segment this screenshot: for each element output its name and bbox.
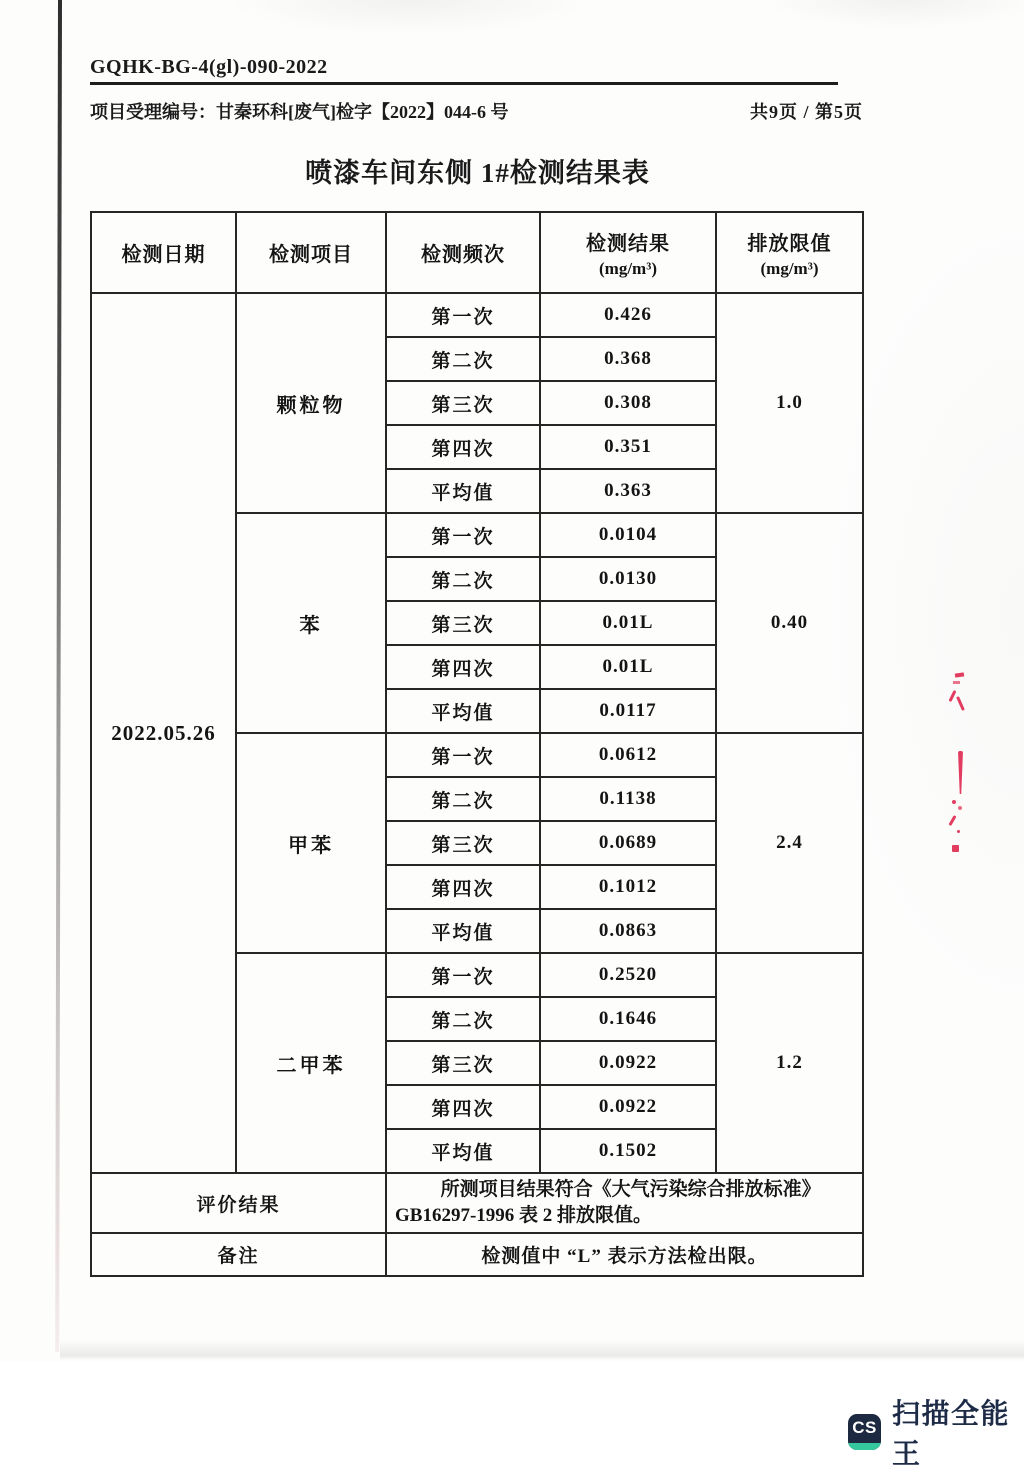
col-header-frequency: 检测频次 [386, 212, 540, 293]
remark-row [91, 1233, 863, 1276]
col-header-result-label: 检测结果 [586, 232, 670, 255]
scanner-watermark [848, 1392, 1024, 1472]
limit-cell: 0.40 [716, 513, 863, 733]
frequency-cell: 第三次 [386, 381, 540, 425]
red-stamp-mark [952, 845, 959, 852]
remark-content: 检测值中 “L” 表示方法检出限。 [386, 1233, 863, 1276]
frequency-cell: 第四次 [386, 865, 540, 909]
red-stamp-mark [948, 815, 956, 826]
meta-row [90, 98, 865, 124]
scan-edge-shadow [55, 0, 62, 1352]
result-cell: 0.01L [540, 601, 716, 645]
header-row [91, 212, 863, 293]
result-cell: 0.0612 [540, 733, 716, 777]
pagination: 共9页 / 第5页 [749, 102, 863, 122]
col-header-item: 检测项目 [236, 212, 386, 293]
item-cell: 颗粒物 [236, 293, 386, 513]
red-stamp-mark [958, 751, 963, 794]
frequency-cell: 第四次 [386, 645, 540, 689]
evaluation-content [386, 1173, 863, 1233]
result-cell: 0.363 [540, 469, 716, 513]
frequency-cell: 第一次 [386, 293, 540, 337]
result-cell: 0.0922 [540, 1085, 716, 1129]
frequency-cell: 第三次 [386, 601, 540, 645]
result-cell: 0.0117 [540, 689, 716, 733]
red-stamp-mark [953, 681, 960, 684]
limit-cell: 1.0 [716, 293, 863, 513]
col-header-result [540, 212, 716, 293]
result-cell: 0.308 [540, 381, 716, 425]
frequency-cell: 第四次 [386, 425, 540, 469]
item-cell: 二甲苯 [236, 953, 386, 1173]
frequency-cell: 第一次 [386, 953, 540, 997]
frequency-cell: 第一次 [386, 513, 540, 557]
document-content [90, 0, 865, 1277]
frequency-cell: 第四次 [386, 1085, 540, 1129]
camscanner-logo-icon [848, 1414, 881, 1450]
evaluation-line1: 所测项目结果符合《大气污染综合排放标准》 [440, 1179, 821, 1200]
frequency-cell: 第二次 [386, 557, 540, 601]
red-stamp-mark [952, 800, 956, 804]
scanner-app-name: 扫描全能王 [892, 1398, 1011, 1469]
col-header-date: 检测日期 [91, 212, 236, 293]
frequency-cell: 平均值 [386, 469, 540, 513]
red-stamp-mark [956, 696, 965, 711]
evaluation-label: 评价结果 [91, 1173, 386, 1233]
frequency-cell: 第二次 [386, 337, 540, 381]
document-code: GQHK-BG-4(gl)-090-2022 [90, 56, 838, 85]
result-cell: 0.1012 [540, 865, 716, 909]
limit-cell: 2.4 [716, 733, 863, 953]
result-cell: 0.368 [540, 337, 716, 381]
red-stamp-mark [955, 672, 964, 677]
frequency-cell: 平均值 [386, 689, 540, 733]
camscanner-cs-monogram: CS [852, 1418, 877, 1437]
result-cell: 0.01L [540, 645, 716, 689]
red-stamp-mark [949, 690, 957, 702]
result-cell: 0.1138 [540, 777, 716, 821]
evaluation-row [91, 1173, 863, 1233]
col-header-result-unit: (mg/m³) [599, 258, 657, 278]
result-cell: 0.0863 [540, 909, 716, 953]
col-header-limit [716, 212, 863, 293]
acceptance-number: 项目受理编号：甘秦环科[废气]检字【2022】044-6 号 [90, 102, 509, 122]
result-cell: 0.351 [540, 425, 716, 469]
date-cell: 2022.05.26 [91, 293, 236, 1173]
frequency-cell: 第二次 [386, 997, 540, 1041]
result-cell: 0.0130 [540, 557, 716, 601]
result-cell: 0.2520 [540, 953, 716, 997]
result-cell: 0.0104 [540, 513, 716, 557]
result-cell: 0.1646 [540, 997, 716, 1041]
limit-cell: 1.2 [716, 953, 863, 1173]
result-cell: 0.1502 [540, 1129, 716, 1173]
item-cell: 甲苯 [236, 733, 386, 953]
result-cell: 0.0689 [540, 821, 716, 865]
evaluation-line2: GB16297-1996 表 2 排放限值。 [395, 1205, 653, 1226]
page-title: 喷漆车间东侧 1#检测结果表 [305, 158, 650, 188]
col-header-limit-unit: (mg/m³) [760, 258, 819, 278]
frequency-cell: 第三次 [386, 1041, 540, 1085]
frequency-cell: 第二次 [386, 777, 540, 821]
result-cell: 0.426 [540, 293, 716, 337]
page-bottom-shadow [60, 1340, 1024, 1360]
table-row [91, 293, 863, 337]
frequency-cell: 第三次 [386, 821, 540, 865]
item-cell: 苯 [236, 513, 386, 733]
red-stamp-mark [958, 806, 962, 810]
red-stamp-mark [957, 830, 960, 833]
col-header-limit-label: 排放限值 [747, 232, 832, 255]
frequency-cell: 平均值 [386, 909, 540, 953]
frequency-cell: 第一次 [386, 733, 540, 777]
result-cell: 0.0922 [540, 1041, 716, 1085]
remark-label: 备注 [91, 1233, 386, 1276]
results-table [90, 211, 864, 1277]
frequency-cell: 平均值 [386, 1129, 540, 1173]
